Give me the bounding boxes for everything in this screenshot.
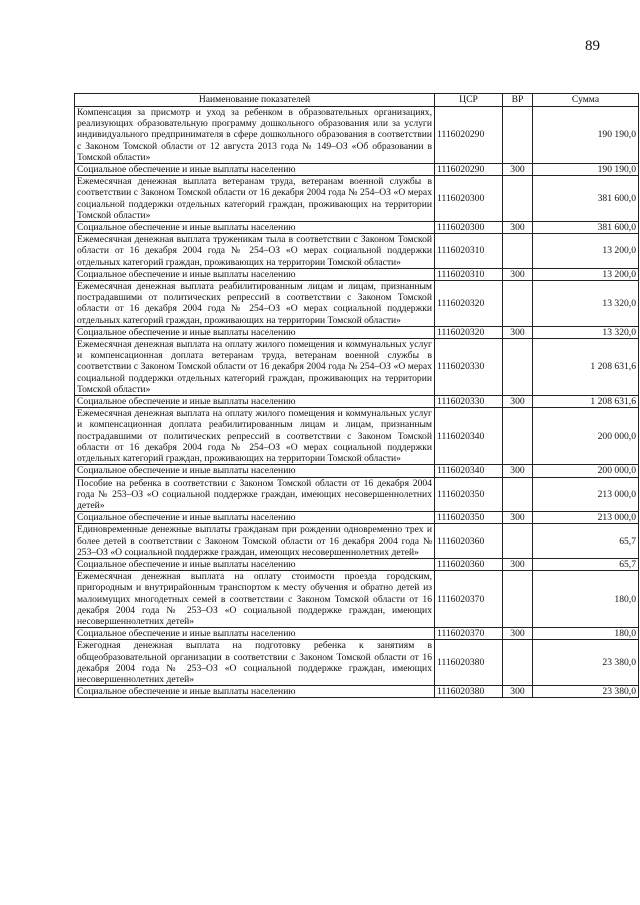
row-name-cell: Ежемесячная денежная выплата на оплату жилого помещения и коммунальных услуг и компенсационная доплата реабилитированным лицам и лицам, признанным пострадавшими от политических репрессий в соответствии с Законом Томской области от 16 декабря 2004 года № 254–ОЗ «О мерах социальной поддержки отдельных категорий граждан, проживающих на территории Томской области»	[75, 408, 435, 465]
table-row	[75, 281, 639, 327]
row-code-cell: 1116020320	[435, 326, 503, 338]
row-code-cell: 1116020370	[435, 628, 503, 640]
table-row	[75, 465, 639, 477]
table-row	[75, 686, 639, 698]
table-header-row	[75, 94, 639, 107]
row-vr-cell: 300	[503, 686, 533, 698]
table-row	[75, 512, 639, 524]
row-sum-cell: 13 200,0	[533, 234, 639, 269]
row-code-cell: 1116020380	[435, 640, 503, 686]
row-sum-cell: 23 380,0	[533, 686, 639, 698]
row-name-cell: Ежемесячная денежная выплата на оплату стоимости проезда городским, пригородным и внутрирайонным транспортом к месту обучения и обратно детей из малоимущих многодетных семей в соответствии с Законом Томской области от 16 декабря 2004 года № 253–ОЗ «О социальной поддержке граждан, имеющих несовершеннолетних детей»	[75, 571, 435, 628]
row-code-cell: 1116020340	[435, 465, 503, 477]
row-code-cell: 1116020370	[435, 571, 503, 628]
row-sum-cell: 1 208 631,6	[533, 396, 639, 408]
row-vr-cell: 300	[503, 222, 533, 234]
row-name-cell: Пособие на ребенка в соответствии с Законом Томской области от 16 декабря 2004 года № 253–ОЗ «О социальной поддержке граждан, имеющих несовершеннолетних детей»	[75, 477, 435, 512]
row-sum-cell: 381 600,0	[533, 176, 639, 222]
row-sum-cell: 213 000,0	[533, 512, 639, 524]
row-vr-cell: 300	[503, 558, 533, 570]
row-sum-cell: 190 190,0	[533, 107, 639, 164]
row-name-cell: Социальное обеспечение и иные выплаты населению	[75, 512, 435, 524]
row-sum-cell: 200 000,0	[533, 408, 639, 465]
row-vr-cell: 300	[503, 268, 533, 280]
row-code-cell: 1116020330	[435, 339, 503, 396]
row-vr-cell	[503, 234, 533, 269]
row-sum-cell: 13 200,0	[533, 268, 639, 280]
row-name-cell: Компенсация за присмотр и уход за ребенком в образовательных организациях, реализующих образовательную программу дошкольного образования или за услуги индивидуального предпринимателя в сфере дошкольного образования в соответствии с Законом Томской области от 12 августа 2013 года № 149–ОЗ «Об образовании в Томской области»	[75, 107, 435, 164]
row-code-cell: 1116020330	[435, 396, 503, 408]
row-code-cell: 1116020310	[435, 234, 503, 269]
row-vr-cell: 300	[503, 512, 533, 524]
table-row	[75, 107, 639, 164]
table-row	[75, 628, 639, 640]
table-row	[75, 571, 639, 628]
row-vr-cell	[503, 176, 533, 222]
table-row	[75, 222, 639, 234]
row-code-cell: 1116020290	[435, 107, 503, 164]
header-name: Наименование показателей	[75, 94, 435, 107]
row-sum-cell: 180,0	[533, 628, 639, 640]
row-name-cell: Социальное обеспечение и иные выплаты населению	[75, 686, 435, 698]
row-name-cell: Социальное обеспечение и иные выплаты населению	[75, 465, 435, 477]
budget-table	[74, 93, 639, 698]
header-code: ЦСР	[435, 94, 503, 107]
row-code-cell: 1116020380	[435, 686, 503, 698]
table-row	[75, 164, 639, 176]
table-row	[75, 477, 639, 512]
row-name-cell: Социальное обеспечение и иные выплаты населению	[75, 326, 435, 338]
table-row	[75, 268, 639, 280]
row-sum-cell: 13 320,0	[533, 326, 639, 338]
row-vr-cell	[503, 281, 533, 327]
row-name-cell: Ежемесячная денежная выплата труженикам тыла в соответствии с Законом Томской области от 16 декабря 2004 года № 254–ОЗ «О мерах социальной поддержки отдельных категорий граждан, проживающих на территории Томской области»	[75, 234, 435, 269]
row-sum-cell: 381 600,0	[533, 222, 639, 234]
row-code-cell: 1116020320	[435, 281, 503, 327]
row-vr-cell: 300	[503, 396, 533, 408]
row-name-cell: Социальное обеспечение и иные выплаты населению	[75, 628, 435, 640]
row-sum-cell: 200 000,0	[533, 465, 639, 477]
row-sum-cell: 190 190,0	[533, 164, 639, 176]
row-vr-cell	[503, 571, 533, 628]
row-code-cell: 1116020360	[435, 558, 503, 570]
row-code-cell: 1116020310	[435, 268, 503, 280]
row-code-cell: 1116020300	[435, 176, 503, 222]
row-name-cell: Ежемесячная денежная выплата ветеранам труда, ветеранам военной службы в соответствии с Законом Томской области от 16 декабря 2004 года № 254–ОЗ «О мерах социальной поддержки отдельных категорий граждан, проживающих на территории Томской области»	[75, 176, 435, 222]
row-code-cell: 1116020290	[435, 164, 503, 176]
row-vr-cell	[503, 477, 533, 512]
row-vr-cell: 300	[503, 628, 533, 640]
row-sum-cell: 180,0	[533, 571, 639, 628]
table-row	[75, 640, 639, 686]
row-name-cell: Социальное обеспечение и иные выплаты населению	[75, 164, 435, 176]
row-vr-cell: 300	[503, 164, 533, 176]
row-sum-cell: 13 320,0	[533, 281, 639, 327]
row-sum-cell: 1 208 631,6	[533, 339, 639, 396]
row-vr-cell	[503, 640, 533, 686]
table-row	[75, 558, 639, 570]
row-vr-cell: 300	[503, 326, 533, 338]
row-name-cell: Социальное обеспечение и иные выплаты населению	[75, 558, 435, 570]
row-name-cell: Ежегодная денежная выплата на подготовку ребенка к занятиям в общеобразовательной организации в соответствии с Законом Томской области от 16 декабря 2004 года № 253–ОЗ «О социальной поддержке граждан, имеющих несовершеннолетних детей»	[75, 640, 435, 686]
row-code-cell: 1116020350	[435, 477, 503, 512]
table-row	[75, 176, 639, 222]
table-row	[75, 524, 639, 559]
row-sum-cell: 65,7	[533, 558, 639, 570]
page-number: 89	[585, 38, 600, 54]
row-code-cell: 1116020340	[435, 408, 503, 465]
row-name-cell: Социальное обеспечение и иные выплаты населению	[75, 222, 435, 234]
table-row	[75, 326, 639, 338]
row-code-cell: 1116020300	[435, 222, 503, 234]
row-vr-cell	[503, 524, 533, 559]
row-name-cell: Социальное обеспечение и иные выплаты населению	[75, 396, 435, 408]
row-code-cell: 1116020350	[435, 512, 503, 524]
table-row	[75, 396, 639, 408]
row-name-cell: Ежемесячная денежная выплата реабилитированным лицам и лицам, признанным пострадавшими от политических репрессий в соответствии с Законом Томской области от 16 декабря 2004 года № 254–ОЗ «О мерах социальной поддержки отдельных категорий граждан, проживающих на территории Томской области»	[75, 281, 435, 327]
row-vr-cell	[503, 408, 533, 465]
row-code-cell: 1116020360	[435, 524, 503, 559]
row-name-cell: Единовременные денежные выплаты гражданам при рождении одновременно трех и более детей в соответствии с Законом Томской области от 16 декабря 2004 года № 253–ОЗ «О социальной поддержке граждан, имеющих несовершеннолетних детей»	[75, 524, 435, 559]
row-name-cell: Социальное обеспечение и иные выплаты населению	[75, 268, 435, 280]
table-row	[75, 408, 639, 465]
row-sum-cell: 65,7	[533, 524, 639, 559]
row-vr-cell	[503, 339, 533, 396]
row-vr-cell	[503, 107, 533, 164]
header-sum: Сумма	[533, 94, 639, 107]
header-vr: ВР	[503, 94, 533, 107]
row-sum-cell: 23 380,0	[533, 640, 639, 686]
table-row	[75, 234, 639, 269]
row-sum-cell: 213 000,0	[533, 477, 639, 512]
row-name-cell: Ежемесячная денежная выплата на оплату жилого помещения и коммунальных услуг и компенсационная доплата ветеранам труда, ветеранам военной службы в соответствии с Законом Томской области от 16 декабря 2004 года № 254–ОЗ «О мерах социальной поддержки отдельных категорий граждан, проживающих на территории Томской области»	[75, 339, 435, 396]
table-body	[75, 107, 639, 698]
table-row	[75, 339, 639, 396]
row-vr-cell: 300	[503, 465, 533, 477]
